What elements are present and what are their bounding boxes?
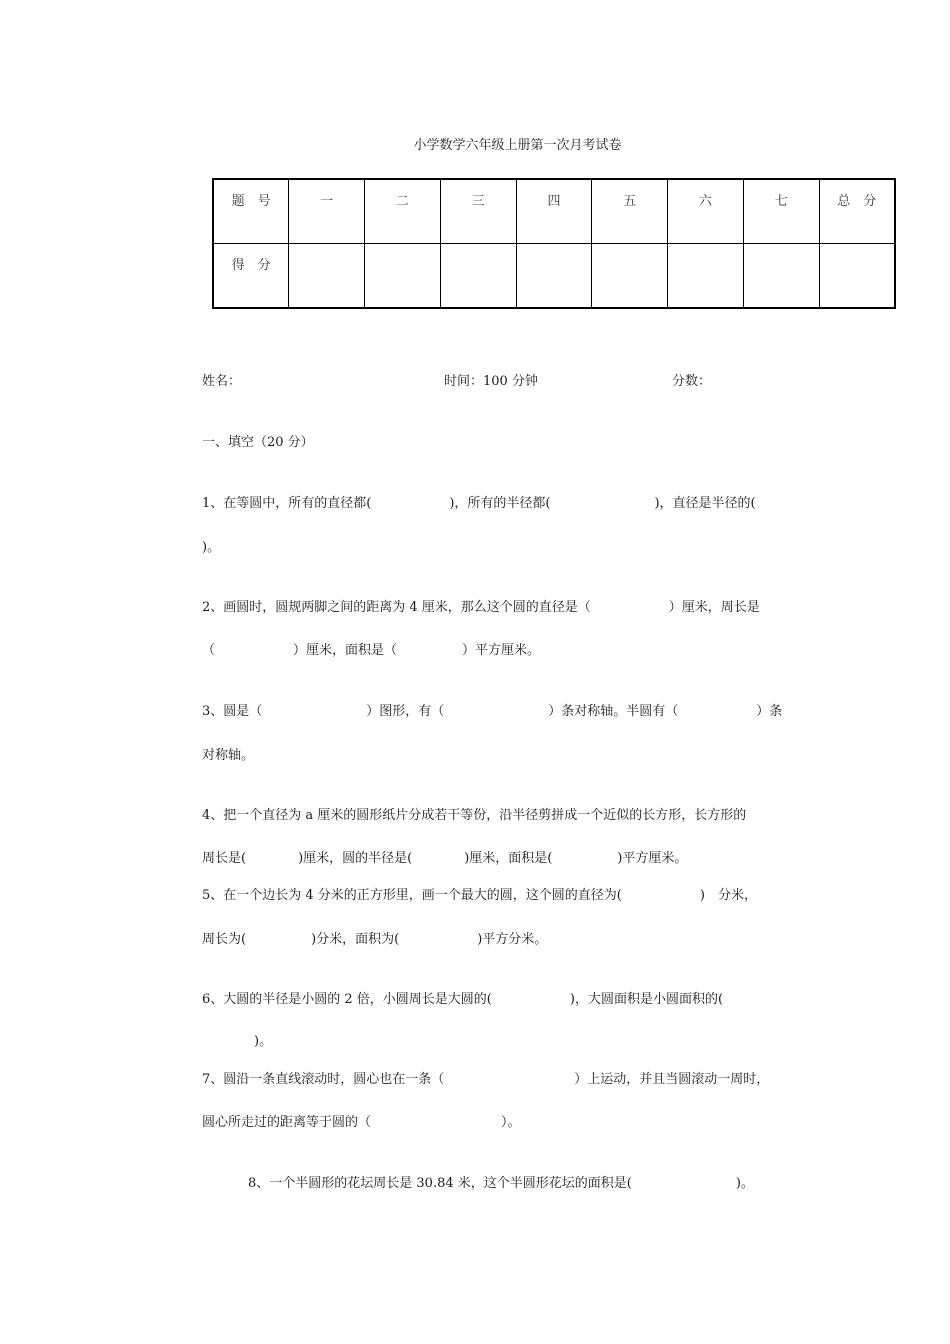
score-table-score-row bbox=[213, 244, 895, 309]
question-1-line-2: )。 bbox=[202, 540, 221, 555]
question-8-line-1: 8、一个半圆形的花坛周长是 30.84 米，这个半圆形花坛的面积是( )。 bbox=[248, 1176, 754, 1191]
score-label: 分数： bbox=[672, 374, 712, 389]
question-5-line-2: 周长为( )分米，面积为( )平方分米。 bbox=[202, 932, 548, 947]
score-row-label: 得 分 bbox=[213, 244, 289, 309]
question-5-line-1: 5、在一个边长为 4 分米的正方形里，画一个最大的圆，这个圆的直径为( ) 分米， bbox=[202, 888, 757, 903]
question-3-line-2: 对称轴。 bbox=[202, 748, 255, 763]
question-2-line-1: 2、画圆时，圆规两脚之间的距离为 4 厘米，那么这个圆的直径是（ ）厘米，周长是 bbox=[202, 600, 760, 615]
header-cell: 总 分 bbox=[819, 179, 895, 244]
time-label: 时间：100 分钟 bbox=[444, 374, 538, 389]
score-cell[interactable] bbox=[365, 244, 441, 309]
page-title: 小学数学六年级上册第一次月考试卷 bbox=[413, 138, 622, 153]
question-3-line-1: 3、圆是（ ）图形，有（ ）条对称轴。半圆有（ ）条 bbox=[202, 704, 783, 719]
header-cell: 七 bbox=[743, 179, 819, 244]
header-cell: 五 bbox=[592, 179, 668, 244]
question-7-line-1: 7、圆沿一条直线滚动时，圆心也在一条（ ）上运动，并且当圆滚动一周时， bbox=[202, 1072, 770, 1087]
score-cell[interactable] bbox=[440, 244, 516, 309]
section-title: 一、填空（20 分） bbox=[202, 435, 314, 450]
question-6-line-1: 6、大圆的半径是小圆的 2 倍，小圆周长是大圆的( )，大圆面积是小圆面积的( bbox=[202, 992, 724, 1007]
question-6-line-2: )。 bbox=[202, 1034, 273, 1049]
score-cell[interactable] bbox=[743, 244, 819, 309]
score-cell[interactable] bbox=[668, 244, 744, 309]
name-label: 姓名： bbox=[202, 374, 242, 389]
header-cell: 三 bbox=[440, 179, 516, 244]
score-cell[interactable] bbox=[592, 244, 668, 309]
question-7-line-2: 圆心所走过的距离等于圆的（ ）。 bbox=[202, 1115, 521, 1130]
header-cell: 六 bbox=[668, 179, 744, 244]
question-4-line-1: 4、把一个直径为 a 厘米的圆形纸片分成若干等份，沿半径剪拼成一个近似的长方形，长方形的 bbox=[202, 808, 747, 823]
score-table-header-row bbox=[213, 179, 895, 244]
question-4-line-2: 周长是( )厘米，圆的半径是( )厘米，面积是( )平方厘米。 bbox=[202, 851, 688, 866]
question-1-line-1: 1、在等圆中，所有的直径都( )，所有的半径都( )，直径是半径的( bbox=[202, 496, 756, 511]
score-cell[interactable] bbox=[289, 244, 365, 309]
score-cell[interactable] bbox=[516, 244, 592, 309]
header-cell: 一 bbox=[289, 179, 365, 244]
score-table bbox=[212, 178, 896, 309]
header-cell: 二 bbox=[365, 179, 441, 244]
header-cell: 四 bbox=[516, 179, 592, 244]
score-cell[interactable] bbox=[819, 244, 895, 309]
header-cell: 题 号 bbox=[213, 179, 289, 244]
question-2-line-2: （ ）厘米，面积是（ ）平方厘米。 bbox=[202, 643, 541, 658]
